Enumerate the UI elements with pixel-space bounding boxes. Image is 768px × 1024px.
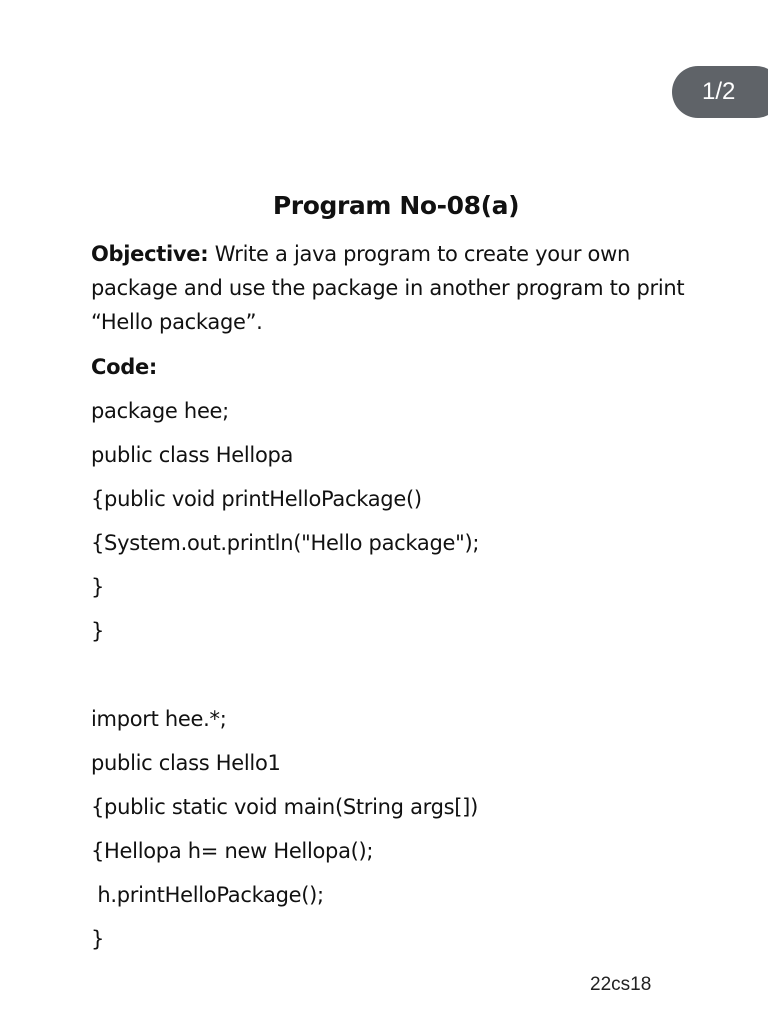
code-line: {public void printHelloPackage() bbox=[91, 487, 422, 511]
code-line: } bbox=[91, 619, 105, 643]
objective-label: Objective: bbox=[91, 242, 209, 266]
page-indicator-badge: 1/2 bbox=[672, 66, 768, 118]
code-line: {public static void main(String args[]) bbox=[91, 795, 478, 819]
code-line: public class Hello1 bbox=[91, 751, 281, 775]
objective-paragraph bbox=[91, 237, 691, 339]
code-line: } bbox=[91, 575, 105, 599]
code-line: {System.out.println("Hello package"); bbox=[91, 531, 480, 555]
code-line: } bbox=[91, 927, 105, 951]
code-label: Code: bbox=[91, 355, 158, 379]
code-line: {Hellopa h= new Hellopa(); bbox=[91, 839, 374, 863]
code-line: h.printHelloPackage(); bbox=[91, 883, 324, 907]
program-title: Program No-08(a) bbox=[272, 191, 520, 220]
objective-text: Write a java program to create your own package and use the package in another program to print “Hello package”. bbox=[91, 242, 685, 334]
code-line: import hee.*; bbox=[91, 707, 227, 731]
footer-student-id: 22cs18 bbox=[590, 974, 652, 995]
code-line: package hee; bbox=[91, 399, 229, 423]
code-line: public class Hellopa bbox=[91, 443, 294, 467]
